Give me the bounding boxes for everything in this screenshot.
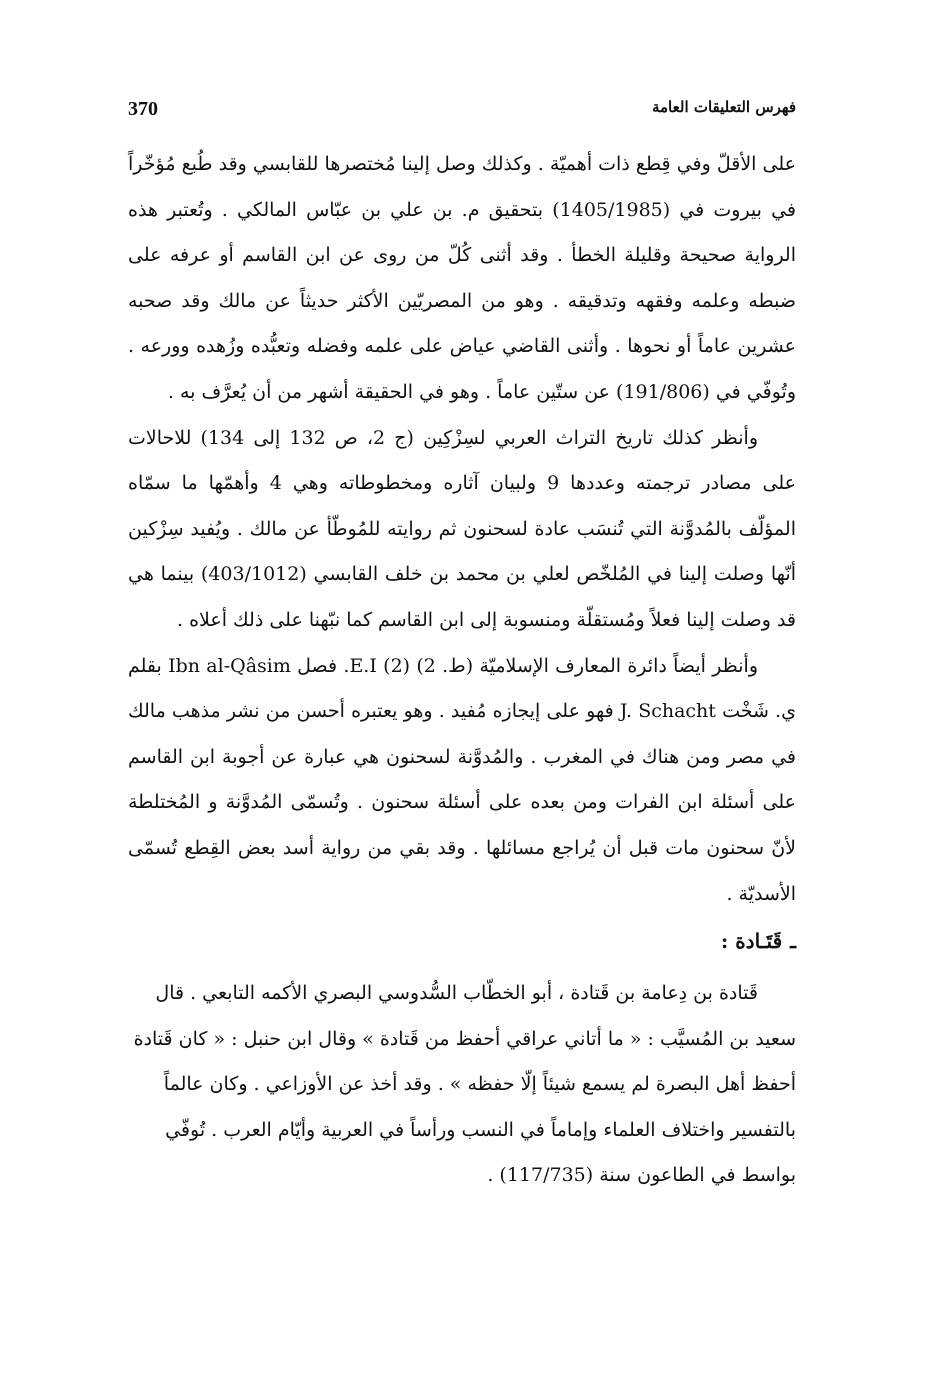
heading-dash: ـ xyxy=(790,929,796,954)
page-header xyxy=(128,92,796,132)
paragraph-qatada: قَتادة بن دِعامة بن قَتادة ، أبو الخطّاب السُّدوسي البصري الأكمه التابعي . قال سعيد بن المُسيَّب : « ما أتاني عراقي أحفظ من قَتادة » وقال ابن حنبل : « كان قَتادة أحفظ أهل البصرة لم يسمع شيئاً إلّا حفظه » . وقد أخذ عن الأوزاعي . وكان عالماً بالتفسير واختلاف العلماء وإماماً في النسب ورأساً في العربية وأيّام العرب . تُوفّي بواسط في الطاعون سنة (117/735) . xyxy=(133,982,796,1187)
paragraph-ibn-al-qasim: على الأقلّ وفي قِطع ذات أهميّة . وكذلك وصل إلينا مُختصرها للقابسي وقد طُبع مُؤخّراً في بيروت في (1405/1985) بتحقيق م. بن علي بن عبّاس المالكي . وتُعتبر هذه الرواية صحيحة وقليلة الخطأ . وقد أثنى كُلّ من روى عن ابن القاسم أو عرفه على ضبطه وعلمه وفقهه وتدقيقه . وهو من المصريّين الأكثر حديثاً عن مالك وقد صحبه عشرين عاماً أو نحوها . وأثنى القاضي عياض على علمه وفضله وتعبُّده وزُهده وورعه . وتُوفّي في (191/806) عن ستّين عاماً . وهو في الحقيقة أشهر من أن يُعرَّف به . xyxy=(128,153,797,403)
page-body xyxy=(128,142,796,1199)
section-heading-qatada xyxy=(128,919,796,963)
paragraph-encyclopedia-reference: وأنظر أيضاً دائرة المعارف الإسلاميّة (ط. 2) (2) E.I. فصل Ibn al-Qâsim بقلم ي. شَخْت J. Schacht فهو على إيجازه مُفيد . وهو يعتبره أحسن من نشر مذهب مالك في مصر ومن هناك في المغرب . والمُدوَّنة لسحنون هي عبارة عن أجوبة ابن القاسم على أسئلة ابن الفرات ومن بعده على أسئلة سحنون . وتُسمّى المُدوَّنة و المُختلطة لأنّ سحنون مات قبل أن يُراجع مسائلها . وقد بقي من رواية أسد بعض القِطع تُسمّى الأسديّة . xyxy=(128,654,796,905)
running-head: فهرس التعليقات العامة xyxy=(651,98,796,116)
heading-text: قَتَـادة : xyxy=(720,929,783,954)
paragraph-sezgin-reference: وأنظر كذلك تاريخ التراث العربي لسِزْكِين (ج 2، ص 132 إلى 134) للاحالات على مصادر ترجمته وعددها 9 ولبيان آثاره ومخطوطاته وهي 4 وأهمّها ما سمّاه المؤلّف بالمُدوَّنة التي تُنسَب عادة لسحنون ثم روايته للمُوطّأ عن مالك . ويُفيد سِزْكين أنّها وصلت إلينا في المُلخّص لعلي بن محمد بن خلف القابسي (403/1012) بينما هي قد وصلت إلينا فعلاً ومُستقلّة ومنسوبة إلى ابن القاسم كما نبّهنا على ذلك أعلاه . xyxy=(128,426,796,631)
page-number: 370 xyxy=(128,98,158,120)
